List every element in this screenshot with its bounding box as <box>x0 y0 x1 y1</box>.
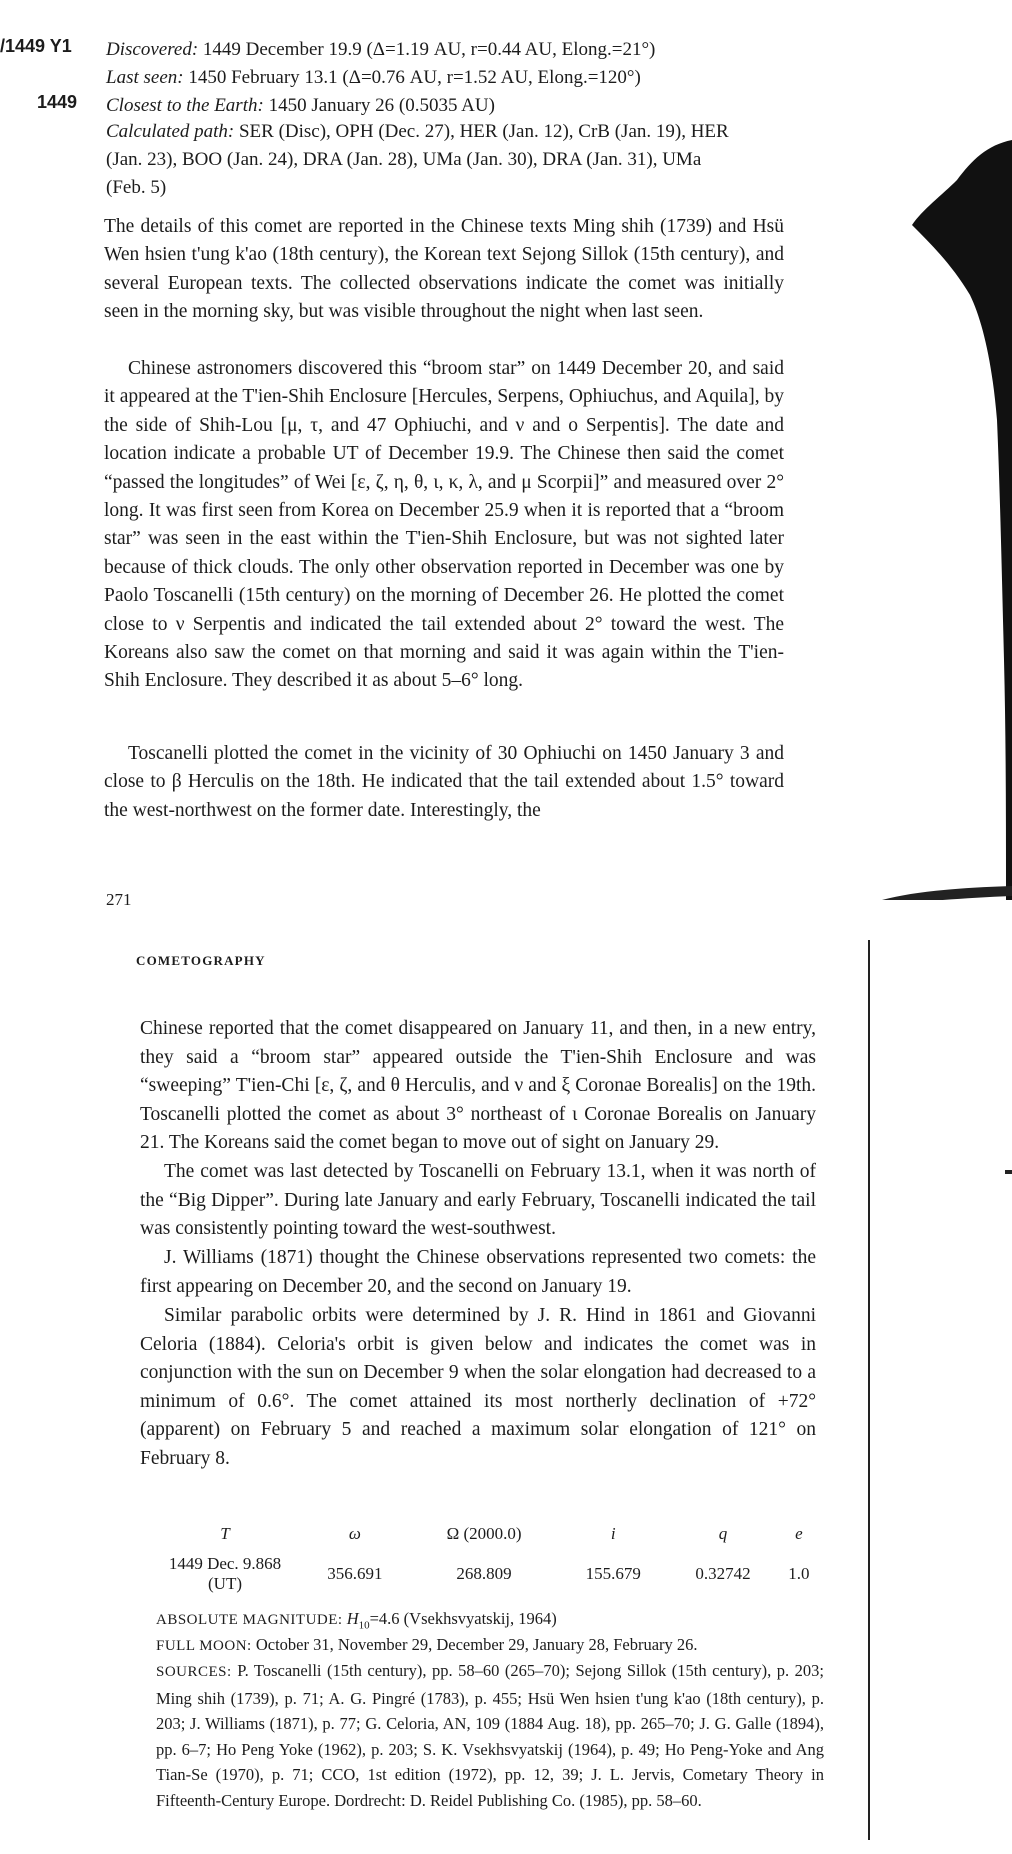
paragraph-toscanelli: Toscanelli plotted the comet in the vicinity of 30 Ophiuchi on 1450 January 3 and close to β Herculis on the 18th. He indicated that the tail extended about 1.5° toward the west-northwest on the former date. Interestingly, the <box>104 743 784 821</box>
page-number: 271 <box>106 890 132 909</box>
table-header: T <box>220 1524 230 1543</box>
table-cell: 1.0 <box>788 1564 810 1583</box>
full-moon-label: FULL MOON: <box>156 1638 252 1654</box>
path-line-3: (Feb. 5) <box>106 177 167 198</box>
closest-value: 1450 January 26 (0.5035 AU) <box>263 95 495 116</box>
discovered-value: 1449 December 19.9 (Δ=1.19 AU, r=0.44 AU, Elong.=21°) <box>198 39 656 60</box>
path-value-1: SER (Disc), OPH (Dec. 27), HER (Jan. 12), CrB (Jan. 19), HER <box>234 121 729 142</box>
closest-label: Closest to the Earth: <box>106 95 264 116</box>
sources-value: P. Toscanelli (15th century), pp. 58–60 (265–70); Sejong Sillok (15th century), p. 203; Ming shih (1739), p. 71; A. G. Pingré (1783), p. 455; Hsü Wen hsien t'ung k'ao (18th century), p. 203; J. Williams (1871), p. 77; G. Celoria, AN, 109 (1884 Aug. 18), pp. 265–70; J. G. Galle (1894), pp. 6–7; Ho Peng Yoke (1962), p. 203; S. K. Vsekhsvyatskij (1964), p. 49; Ho Peng-Yoke and Ang Tian-Se (1970), p. 71; CCO, 1st edition (1972), pp. 12, 39; J. L. Jervis, Cometary Theory in Fifteenth-Century Europe. Dordrecht: D. Reidel Publishing Co. (1985), pp. 58–60. <box>156 1661 824 1810</box>
closest-line <box>106 92 495 120</box>
orbital-elements-table <box>150 1524 820 1594</box>
table-header: i <box>610 1524 616 1543</box>
scan-shadow-artifact <box>882 60 1012 900</box>
magnitude-subscript: 10 <box>358 1619 370 1632</box>
absolute-magnitude-label: ABSOLUTE MAGNITUDE: <box>156 1612 343 1628</box>
path-label: Calculated path: <box>106 121 235 142</box>
table-cell: 356.691 <box>327 1564 383 1583</box>
comet-year-id: 1449 <box>37 92 78 112</box>
paragraph-intro: The details of this comet are reported in the Chinese texts Ming shih (1739) and Hsü Wen hsien t'ung k'ao (18th century), the Korean text Sejong Sillok (15th century), and several European texts. The collected observations indicate the comet was initially seen in the morning sky, but was visible throughout the night when last seen. <box>104 216 784 323</box>
paragraph-orbits: Similar parabolic orbits were determined by J. R. Hind in 1861 and Giovanni Celoria (1884). Celoria's orbit is given below and indicates the comet was in conjunction with the sun on December 9 when the solar elongation had decreased to a minimum of 0.6°. The comet attained its most northerly declination of +72° (apparent) on February 5 and reached a maximum solar elongation of 121° on February 8. <box>140 1305 816 1469</box>
discovered-label: Discovered: <box>106 39 199 60</box>
paragraph-disappearance: Chinese reported that the comet disappeared on January 11, and then, in a new entry, they said a “broom star” appeared outside the T'ien-Shih Enclosure and was “sweeping” T'ien-Chi [ε, ζ, and θ Herculis, and ν and ξ Coronae Borealis] on the 19th. Toscanelli plotted the comet as about 3° northeast of ι Coronae Borealis on January 21. The Koreans said the comet began to move out of sight on January 29. <box>140 1018 816 1154</box>
sources-note <box>156 1658 824 1814</box>
path-line-1 <box>106 118 729 146</box>
table-cell: 1449 Dec. 9.868 (UT) <box>168 1554 282 1593</box>
table-row <box>150 1554 820 1594</box>
table-header: Ω (2000.0) <box>446 1524 522 1543</box>
paragraph-williams: J. Williams (1871) thought the Chinese observations represented two comets: the first appearing on December 20, and the second on January 19. <box>140 1247 816 1297</box>
table-cell: 0.32742 <box>695 1564 751 1583</box>
sources-label: SOURCES: <box>156 1664 232 1680</box>
table-header: e <box>795 1524 803 1543</box>
running-head: COMETOGRAPHY <box>136 953 266 968</box>
last-seen-value: 1450 February 13.1 (Δ=0.76 AU, r=1.52 AU, Elong.=120°) <box>183 67 641 88</box>
paragraph-last-detection: The comet was last detected by Toscanelli on February 13.1, when it was north of the “Big Dipper”. During late January and early February, Toscanelli indicated the tail was consistently pointing toward the west-southwest. <box>140 1161 816 1240</box>
scan-edge-mark <box>1005 1170 1012 1174</box>
table-header: ω <box>348 1524 361 1543</box>
table-cell: 268.809 <box>456 1564 512 1583</box>
table-header: q <box>718 1524 728 1543</box>
absolute-magnitude-value: =4.6 (Vsekhsvyatskij, 1964) <box>369 1609 557 1628</box>
discovered-line <box>106 36 655 64</box>
table-header-row <box>150 1524 820 1554</box>
path-line-2: (Jan. 23), BOO (Jan. 24), DRA (Jan. 28), UMa (Jan. 30), DRA (Jan. 31), UMa <box>106 149 702 170</box>
comet-designation: /1449 Y1 <box>0 36 72 56</box>
table-cell: 155.679 <box>585 1564 641 1583</box>
last-seen-line <box>106 64 641 92</box>
full-moon-note <box>156 1632 824 1660</box>
magnitude-symbol: H <box>342 1609 359 1628</box>
scan-edge-line <box>868 940 870 1840</box>
full-moon-value: October 31, November 29, December 29, January 28, February 26. <box>251 1635 698 1654</box>
paragraph-chinese-discovery: Chinese astronomers discovered this “broom star” on 1449 December 20, and said it appeared at the T'ien-Shih Enclosure [Hercules, Serpens, Ophiuchus, and Aquila], by the side of Shih-Lou [μ, τ, and 47 Ophiuchi, and ν and ο Serpentis]. The date and location indicate a probable UT of December 19.9. The Chinese then said the comet “passed the longitudes” of Wei [ε, ζ, η, θ, ι, κ, λ, and μ Scorpii]” and measured over 2° long. It was first seen from Korea on December 25.9 when it is reported that a “broom star” was seen in the east within the T'ien-Shih Enclosure, but was not sighted later because of thick clouds. The only other observation reported in December was one by Paolo Toscanelli (15th century) on the morning of December 26. He plotted the comet close to ν Serpentis and indicated the tail extended about 2° toward the west. The Koreans also saw the comet on that morning and said it was again within the T'ien-Shih Enclosure. They described it as about 5–6° long. <box>104 358 784 692</box>
last-seen-label: Last seen: <box>106 67 184 88</box>
